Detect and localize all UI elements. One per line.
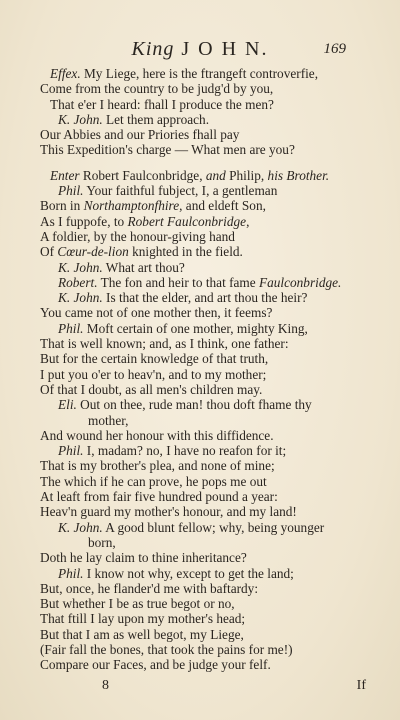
text-line <box>40 397 360 412</box>
text-line <box>40 367 360 382</box>
line-text: born, <box>88 534 116 550</box>
line-text: But for the certain knowledge of that truth, <box>40 351 269 367</box>
text-line <box>40 550 360 565</box>
line-text: Let them approach. <box>102 111 210 127</box>
line-text: Doth he lay claim to thine inheritance? <box>40 550 247 566</box>
speaker-name: Phil. <box>58 183 84 199</box>
line-text: I know not why, except to get the land; <box>83 565 294 581</box>
speaker-name: K. John. <box>58 290 103 306</box>
text-line <box>40 351 360 366</box>
text-line <box>40 229 360 244</box>
line-text: But whether I be as true begot or no, <box>40 596 235 612</box>
line-text: This Expedition's charge — What men are you? <box>40 142 295 158</box>
text-line <box>40 489 360 504</box>
line-text: At leaft from fair five hundred pound a year: <box>40 489 278 505</box>
text-line <box>40 642 360 657</box>
running-title <box>40 38 360 61</box>
line-text: A good blunt fellow; why, being younger <box>102 519 325 535</box>
stanza-gap <box>40 158 360 168</box>
speaker-name: Phil. <box>58 443 84 459</box>
text-line <box>40 198 360 213</box>
line-text: Of Cœur-de-lion knighted in the field. <box>40 244 243 260</box>
text-line <box>40 627 360 642</box>
text-line <box>40 321 360 336</box>
text-line <box>40 458 360 473</box>
line-text: What art thou? <box>102 259 185 275</box>
line-text: Of that I doubt, as all men's children may. <box>40 381 263 397</box>
running-title-main: J O H N. <box>181 38 269 60</box>
speaker-name: Effex. <box>50 66 81 81</box>
line-text: Is that the elder, and art thou the heir? <box>102 290 308 306</box>
text-line <box>40 413 360 428</box>
play-text <box>40 66 360 673</box>
text-line <box>40 474 360 489</box>
line-text: Born in Northamptonfhire, and eldeft Son, <box>40 198 266 214</box>
speaker-name: Eli. <box>58 397 77 413</box>
line-text: That e'er I heard: fhall I produce the men? <box>50 96 274 112</box>
page-number: 169 <box>323 41 346 57</box>
signature-mark: 8 <box>102 678 109 693</box>
text-line <box>40 244 360 259</box>
line-text: Heav'n guard my mother's honour, and my land! <box>40 504 297 520</box>
text-line <box>40 214 360 229</box>
speaker-name: Phil. <box>58 320 84 336</box>
line-text: My Liege, here is the ftrangeft controverfie, <box>80 66 319 81</box>
text-line <box>40 112 360 127</box>
text-line <box>40 596 360 611</box>
text-line <box>40 168 360 183</box>
text-line <box>40 443 360 458</box>
text-line <box>40 97 360 112</box>
line-text: (Fair fall the bones, that took the pains for me!) <box>40 641 293 657</box>
speaker-name: K. John. <box>58 111 103 127</box>
line-text: As I fuppofe, to Robert Faulconbridge, <box>40 213 250 229</box>
text-line <box>40 535 360 550</box>
text-line <box>40 336 360 351</box>
text-line <box>40 657 360 672</box>
text-line <box>40 142 360 157</box>
line-text: And wound her honour with this diffidence. <box>40 427 274 443</box>
text-line <box>40 520 360 535</box>
line-text: Compare our Faces, and be judge your felf. <box>40 657 271 673</box>
text-line <box>40 504 360 519</box>
text-line <box>40 581 360 596</box>
line-text: That ftill I lay upon my mother's head; <box>40 611 246 627</box>
line-text: But that I am as well begot, my Liege, <box>40 626 244 642</box>
text-line <box>40 382 360 397</box>
line-text: You came not of one mother then, it feems? <box>40 305 273 321</box>
line-text: A foldier, by the honour-giving hand <box>40 228 235 244</box>
speaker-name: Phil. <box>58 565 84 581</box>
text-line <box>40 611 360 626</box>
line-text: mother, <box>88 412 129 428</box>
line-text: That is well known; and, as I think, one father: <box>40 336 289 352</box>
text-line <box>40 66 360 81</box>
line-text: Our Abbies and our Priories fhall pay <box>40 127 240 143</box>
text-line <box>40 290 360 305</box>
text-line <box>40 81 360 96</box>
line-text: I put you o'er to heav'n, and to my mother; <box>40 366 267 382</box>
text-line <box>40 275 360 290</box>
text-line <box>40 305 360 320</box>
text-line <box>40 260 360 275</box>
line-text: Out on thee, rude man! thou doft fhame thy <box>76 397 312 413</box>
text-line <box>40 127 360 142</box>
speaker-name: Robert. <box>58 274 98 290</box>
text-line <box>40 566 360 581</box>
line-text: Your faithful fubject, I, a gentleman <box>83 183 278 199</box>
speaker-name: K. John. <box>58 519 103 535</box>
line-text: But, once, he flander'd me with baftardy: <box>40 580 259 596</box>
line-text: I, madam? no, I have no reafon for it; <box>83 443 287 459</box>
catchword: If <box>356 678 366 693</box>
speaker-name: K. John. <box>58 259 103 275</box>
line-text: Come from the country to be judg'd by you, <box>40 81 274 97</box>
running-header <box>40 36 360 66</box>
line-text: That is my brother's plea, and none of mine; <box>40 458 275 474</box>
line-text: Moft certain of one mother, mighty King, <box>83 320 308 336</box>
line-text: The fon and heir to that fame Faulconbridge. <box>97 274 342 290</box>
line-text: Enter Robert Faulconbridge, and Philip, his Brother. <box>50 167 330 183</box>
running-title-prefix: King <box>131 38 175 60</box>
text-line <box>40 183 360 198</box>
text-line <box>40 428 360 443</box>
line-text: The which if he can prove, he pops me out <box>40 473 267 489</box>
